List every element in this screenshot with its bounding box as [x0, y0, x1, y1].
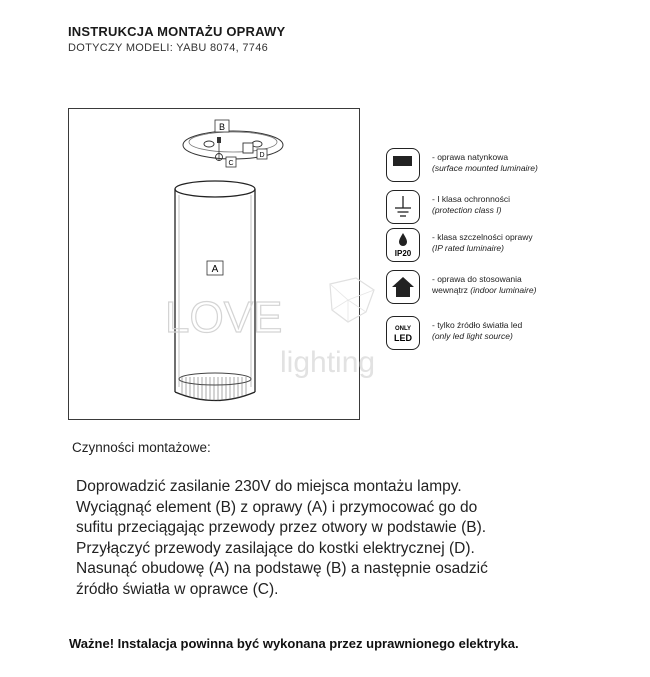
instruction-line: sufitu przeciągając przewody przez otwory w podstawie (B). [76, 519, 487, 536]
legend-item-ip-rating [386, 228, 626, 268]
led-only-text-bottom: LED [394, 333, 412, 343]
instruction-line: źródło światła w oprawce (C). [76, 580, 279, 598]
legend-item-indoor [386, 270, 626, 310]
label-d: D [259, 152, 265, 159]
surface-mounted-icon [386, 148, 420, 182]
document-subtitle: DOTYCZY MODELI: YABU 8074, 7746 [68, 42, 269, 54]
legend-item-surface-mounted [386, 148, 626, 188]
document-title: INSTRUKCJA MONTAŻU OPRAWY [68, 24, 286, 39]
assembly-drawing [68, 108, 360, 420]
ip-rating-icon [386, 228, 420, 262]
legend-en-5: (only led light source) [432, 331, 513, 341]
label-a: A [211, 264, 219, 275]
legend-en-1: (surface mounted luminaire) [432, 163, 538, 173]
legend-pl-1: - oprawa natynkowa [432, 152, 509, 162]
watermark-brand-bottom: lighting [280, 346, 376, 379]
label-b: B [218, 122, 226, 132]
label-c: C [228, 160, 234, 167]
legend-pl-4b: wewnątrz [432, 285, 468, 295]
instruction-line: Przyłączyć przewody zasilające do kostki elektrycznej (D). [76, 539, 475, 557]
legend-en-4: (indoor luminaire) [470, 285, 537, 295]
instruction-line: Doprowadzić zasilanie 230V do miejsca montażu lampy. [76, 478, 462, 495]
luminaire-diagram [69, 109, 361, 421]
indoor-icon [386, 270, 420, 304]
legend-en-2: (protection class I) [432, 205, 502, 215]
led-only-icon [386, 316, 420, 350]
led-only-text-top: ONLY [394, 326, 412, 332]
safety-warning: Ważne! Instalacja powinna być wykonana przez uprawnionego elektryka. [69, 636, 519, 651]
legend-pl-2: - I klasa ochronności [432, 194, 510, 204]
legend-item-protection-class [386, 190, 626, 230]
legend-en-3: (IP rated luminaire) [432, 243, 504, 253]
instruction-line: Nasunąć obudowę (A) na podstawę (B) a następnie osadzić [76, 560, 488, 577]
ground-icon [386, 190, 420, 224]
legend-item-led-only [386, 316, 626, 356]
legend-pl-3: - klasa szczelności oprawy [432, 232, 533, 242]
watermark-brand-top: LOVE [165, 293, 283, 342]
ip-rating-text: IP20 [394, 249, 412, 258]
legend-pl-4: - oprawa do stosowania [432, 274, 522, 284]
instructions-heading: Czynności montażowe: [72, 440, 211, 455]
instruction-line: Wyciągnąć element (B) z oprawy (A) i przymocować go do [76, 498, 478, 516]
instructions-body [76, 477, 596, 600]
legend-pl-5: - tylko źródło światła led [432, 320, 523, 330]
